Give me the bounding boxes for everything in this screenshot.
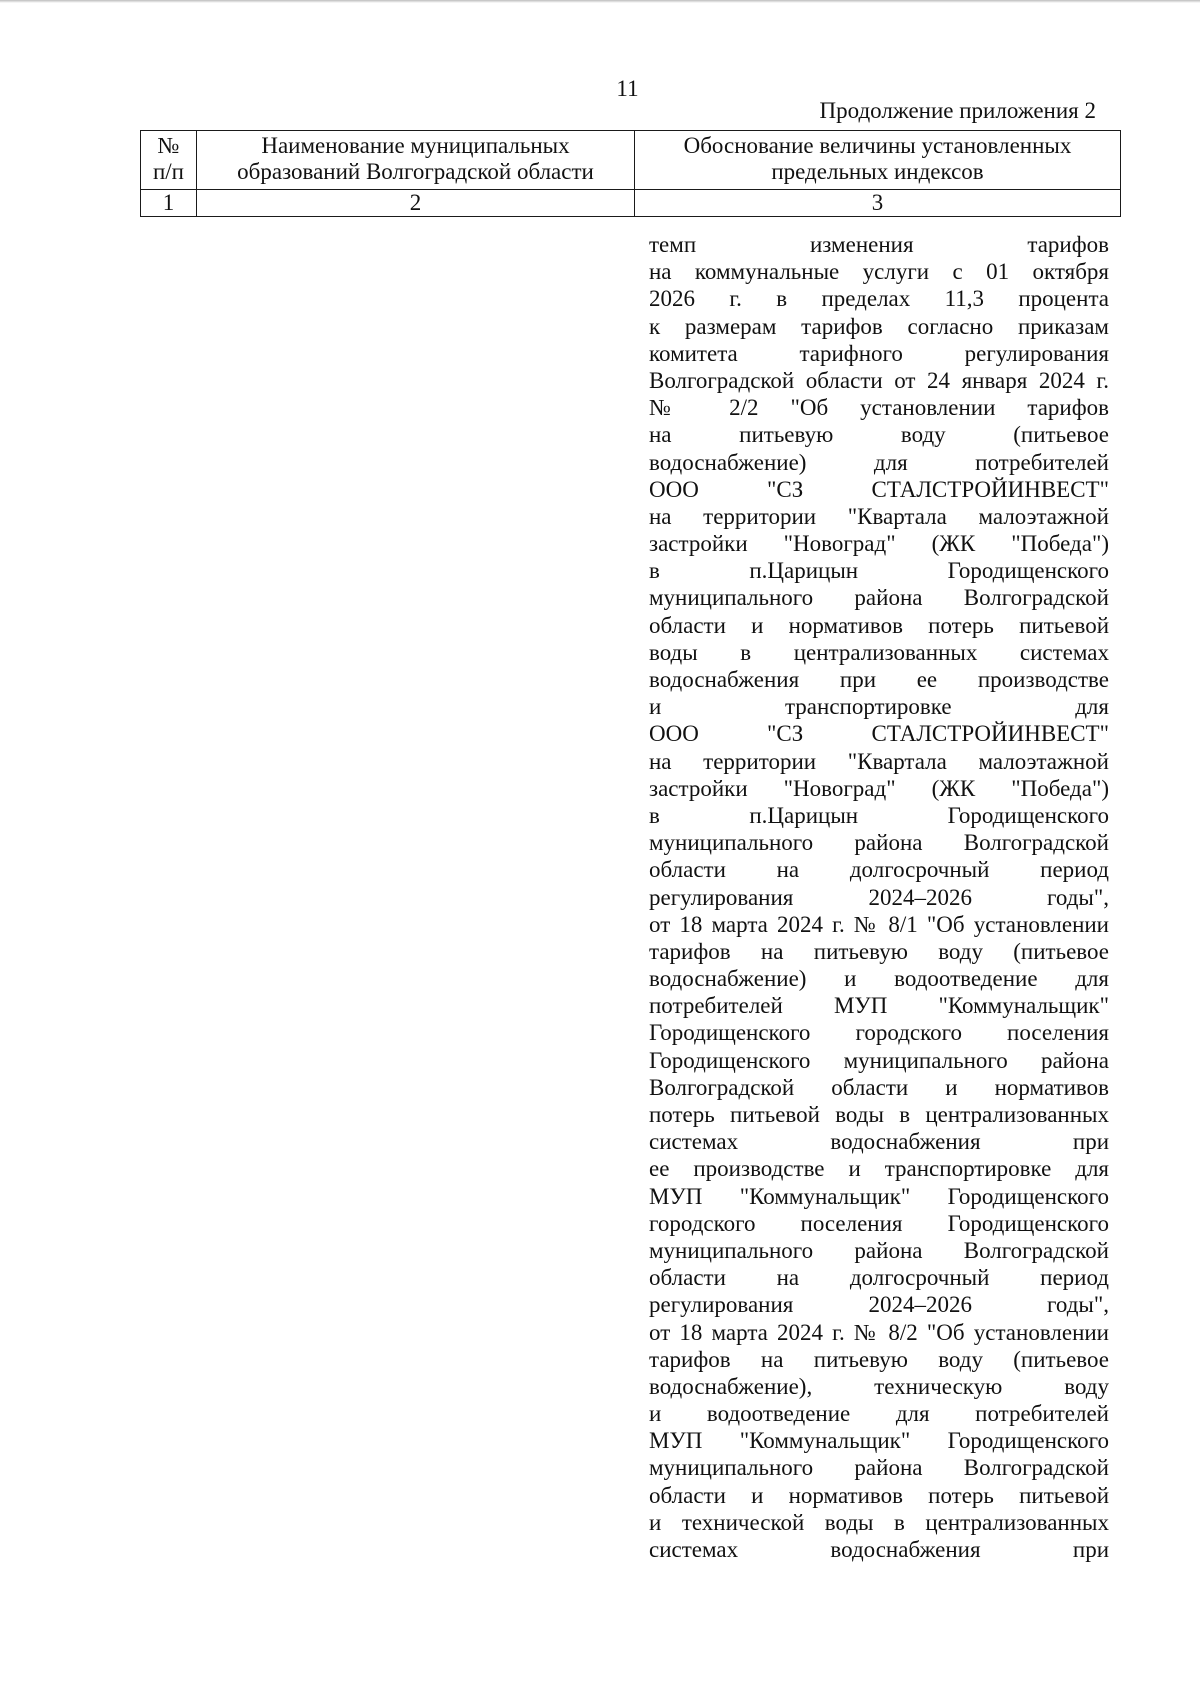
header-cell-number bbox=[141, 131, 197, 190]
text-line: водоснабжение), техническую воду bbox=[649, 1373, 1109, 1399]
text-line: от 18 марта 2024 г. № 8/2 "Об установлении bbox=[649, 1319, 1109, 1345]
text-line: 2026 г. в пределах 11,3 процента bbox=[649, 286, 1109, 312]
header-line: образований Волгоградской области bbox=[237, 159, 594, 184]
text-line: в п.Царицын Городищенского bbox=[649, 558, 1109, 584]
header-line: п/п bbox=[152, 159, 184, 184]
text-line: области на долгосрочный период bbox=[649, 857, 1109, 883]
column-number-cell: 1 bbox=[141, 190, 197, 217]
text-line: области и нормативов потерь питьевой bbox=[649, 612, 1109, 638]
header-line: предельных индексов bbox=[771, 159, 984, 184]
text-line: в п.Царицын Городищенского bbox=[649, 802, 1109, 828]
text-line: на территории "Квартала малоэтажной bbox=[649, 748, 1109, 774]
text-line: ее производстве и транспортировке для bbox=[649, 1156, 1109, 1182]
text-line: и водоотведение для потребителей bbox=[649, 1401, 1109, 1427]
header-line: Обоснование величины установленных bbox=[683, 133, 1072, 158]
text-line: системах водоснабжения при bbox=[649, 1537, 1109, 1562]
header-line: Наименование муниципальных bbox=[261, 133, 570, 158]
text-line: и транспортировке для bbox=[649, 694, 1109, 720]
text-line: Волгоградской области от 24 января 2024 г. bbox=[649, 367, 1109, 393]
text-line: застройки "Новоград" (ЖК "Победа") bbox=[649, 531, 1109, 557]
text-line: муниципального района Волгоградской bbox=[649, 1455, 1109, 1481]
text-line: муниципального района Волгоградской bbox=[649, 585, 1109, 611]
text-line: Городищенского муниципального района bbox=[649, 1047, 1109, 1073]
text-line: комитета тарифного регулирования bbox=[649, 340, 1109, 366]
text-line: ООО "СЗ СТАЛСТРОЙИНВЕСТ" bbox=[649, 476, 1109, 502]
header-cell-municipality bbox=[197, 131, 635, 190]
text-line: потребителей МУП "Коммунальщик" bbox=[649, 993, 1109, 1019]
text-line: Городищенского городского поселения bbox=[649, 1020, 1109, 1046]
text-line: воды в централизованных системах bbox=[649, 639, 1109, 665]
text-line: водоснабжение) для потребителей bbox=[649, 449, 1109, 475]
page-number: 11 bbox=[616, 76, 639, 101]
header-line: № bbox=[157, 133, 180, 158]
text-line: на питьевую воду (питьевое bbox=[649, 422, 1109, 448]
text-line: муниципального района Волгоградской bbox=[649, 830, 1109, 856]
text-line: регулирования 2024–2026 годы", bbox=[649, 884, 1109, 910]
text-line: темп изменения тарифов bbox=[649, 232, 1109, 257]
text-line: тарифов на питьевую воду (питьевое bbox=[649, 1346, 1109, 1372]
text-line: городского поселения Городищенского bbox=[649, 1210, 1109, 1236]
justification-text bbox=[649, 231, 1109, 1563]
text-line: Волгоградской области и нормативов bbox=[649, 1074, 1109, 1100]
text-line: на коммунальные услуги с 01 октября bbox=[649, 259, 1109, 285]
column-number-cell: 2 bbox=[197, 190, 635, 217]
text-line: МУП "Коммунальщик" Городищенского bbox=[649, 1183, 1109, 1209]
text-line: тарифов на питьевую воду (питьевое bbox=[649, 938, 1109, 964]
header-table bbox=[140, 130, 1121, 217]
text-line: области на долгосрочный период bbox=[649, 1265, 1109, 1291]
scan-edge bbox=[0, 0, 1200, 3]
text-line: ООО "СЗ СТАЛСТРОЙИНВЕСТ" bbox=[649, 721, 1109, 747]
column-number-cell: 3 bbox=[635, 190, 1121, 217]
text-line: регулирования 2024–2026 годы", bbox=[649, 1292, 1109, 1318]
text-line: области и нормативов потерь питьевой bbox=[649, 1482, 1109, 1508]
text-line: от 18 марта 2024 г. № 8/1 "Об установлении bbox=[649, 911, 1109, 937]
table-header-row bbox=[141, 131, 1121, 190]
appendix-continuation-note: Продолжение приложения 2 bbox=[819, 98, 1096, 123]
text-line: потерь питьевой воды в централизованных bbox=[649, 1102, 1109, 1127]
text-line: системах водоснабжения при bbox=[649, 1129, 1109, 1155]
table-column-numbers-row bbox=[141, 190, 1121, 217]
text-line: муниципального района Волгоградской bbox=[649, 1237, 1109, 1263]
text-line: № 2/2 "Об установлении тарифов bbox=[649, 395, 1109, 421]
text-line: к размерам тарифов согласно приказам bbox=[649, 313, 1109, 339]
text-line: водоснабжения при ее производстве bbox=[649, 667, 1109, 692]
text-line: МУП "Коммунальщик" Городищенского bbox=[649, 1428, 1109, 1454]
text-line: застройки "Новоград" (ЖК "Победа") bbox=[649, 775, 1109, 801]
text-line: водоснабжение) и водоотведение для bbox=[649, 966, 1109, 992]
text-line: и технической воды в централизованных bbox=[649, 1509, 1109, 1535]
text-line: на территории "Квартала малоэтажной bbox=[649, 503, 1109, 529]
header-cell-justification bbox=[635, 131, 1121, 190]
